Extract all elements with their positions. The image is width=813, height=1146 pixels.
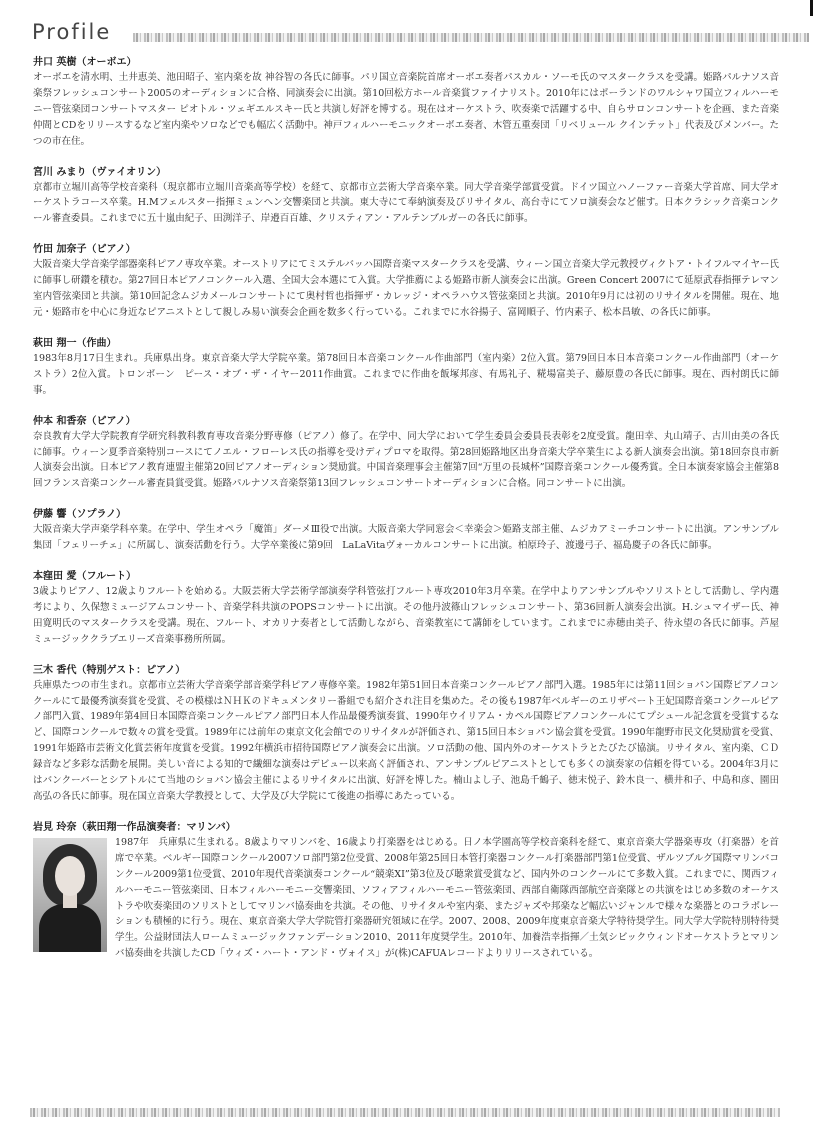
performer-bio: 3歳よりピアノ、12歳よりフルートを始める。大阪芸術大学芸術学部演奏学科管弦打フルート専攻2010年3月卒業。在学中よりアンサンブルやソリストとして活動し、学内選考により、久保惣ミュージアムコンサート、音楽学科共演のPOPSコンサートに出演。その他丹波篠山フレッシュコンサート、第36回新人演奏会出演。H.シュマイザー氏、神田寛明氏のマスタークラスを受講。現在、フルート、オカリナ奏者として活動しながら、音楽教室にて講師をしています。これまでに赤穂由美子、待永望の各氏に師事。芦屋ミュージッククラブエリーズ音楽事務所所属。: [33, 586, 779, 645]
performer-name: 宮川 みまり（ヴァイオリン）: [33, 166, 167, 178]
performer-photo: [33, 838, 107, 952]
profile-entry: [33, 336, 779, 399]
photo-face: [55, 856, 85, 896]
performer-bio: 大阪音楽大学音楽学部器楽科ピアノ専攻卒業。オーストリアにてミステルバッハ国際音楽マスタークラスを受講、ウィーン国立音楽大学元教授ヴィクトア・トイフルマイヤー氏に師事し研鑽を積む。第27回日本ピアノコンクール入選、全国大会本選にて入賞。大学推薦による姫路市新人演奏会に出演。Green Concert 2007にて延原武春指揮テレマン室内管弦楽団と共演。第10回記念ムジカメールコンサートにて奥村哲也指揮ザ・カレッジ・オペラハウス管弦楽団と共演。2010年9月には初のリサイタルを開催。現在、地元・姫路市を中心に身近なピアニストとして親しみ易い演奏会企画を数多く行っている。これまでに水谷揚子、富岡順子、竹内素子、松本昌敏、の各氏に師事。: [33, 259, 779, 318]
photo-body: [39, 904, 101, 952]
profile-header: [30, 20, 780, 48]
performer-name: 岩見 玲奈（萩田翔一作品演奏者：マリンバ）: [33, 821, 236, 833]
performer-bio: 奈良教育大学大学院教育学研究科教科教育専攻音楽分野専修（ピアノ）修了。在学中、同大学において学生委員会委員長表彰を2度受賞。龍田幸、丸山靖子、古川由美の各氏に師事。ウィーン夏季音楽特別コースにてノエル・フローレス氏の指導を受けディプロマを取得。第28回姫路地区出身音楽大学卒業生による新人演奏会出演。第18回奈良市新人演奏会出演。日本ピアノ教育連盟主催第20回ピアノオーディション奨励賞。中国音楽理事会主催第7回“万里の長城杯”国際音楽コンクール優秀賞。全日本演奏家協会主催第8回フランス音楽コンクール審査員賞受賞。姫路パルナソス音楽祭第13回フレッシュコンサートオーディションに合格。同コンサートに出演。: [33, 430, 779, 490]
performer-bio: 京都市立堀川高等学校音楽科（現京都市立堀川音楽高等学校）を経て、京都市立芸術大学音楽卒業。同大学音楽学部賞受賞。ドイツ国立ハノーファー音楽大学首席、同大学オーケストラコース卒業。H.Mフェルスター指揮ミュンヘン交響楽団と共演。東大寺にて奉納演奏及びリサイタル、高台寺にてソロ演奏会など催す。日本クラシック音楽コンクール審査委員。これまでに五十嵐由紀子、田渕洋子、岸邉百百雄、クリスティアン・アルテンブルガーの各氏に師事。: [33, 181, 779, 225]
performer-name: 伊藤 響（ソプラノ）: [33, 509, 127, 521]
performer-name: 井口 英樹（オーボエ）: [33, 57, 137, 68]
performer-name: 仲本 和香奈（ピアノ）: [33, 415, 136, 427]
decorative-band-bottom: [30, 1108, 780, 1117]
profile-list: [33, 55, 779, 977]
profile-entry: [33, 569, 779, 648]
page-title: Profile: [32, 20, 112, 44]
profile-entry: [33, 55, 779, 150]
performer-bio: オーボエを清水明、土井恵美、池田昭子、室内楽を故 神谷智の各氏に師事。パリ国立音楽院首席オーボエ奏者パスカル・ソーモ氏のマスタークラスを受講。姫路パルナソス音楽祭フレッシュコンサート2005のオーディションに合格、同演奏会に出演。第10回松方ホール音楽賞ファイナリスト。2010年にはポーランドのワルシャワ国立フィルハーモニー管弦楽団コンサートマスター ピオトル・ツェギエルスキー氏と共演し好評を博する。現在はオーケストラ、吹奏楽で活躍する中、自らサロンコンサートを企画、また音楽仲間とCDをリリースするなど室内楽やソロなどでも幅広く活動中。神戸フィルハーモニックオーボエ奏者、木管五重奏団「リベリュール クインテット」代表及びメンバー。たつの市在住。: [33, 72, 779, 147]
profile-entry: [33, 507, 779, 554]
profile-entry: [33, 414, 779, 493]
performer-bio: 兵庫県たつの市生まれ。京都市立芸術大学音楽学部音楽学科ピアノ専修卒業。1982年第51回日本音楽コンクールピアノ部門入選。1985年には第11回ショパン国際ピアノコンクールにて最優秀演奏賞を受賞、その模様はＮＨＫのドキュメンタリー番組でも紹介され注目を集めた。その後も1987年ベルギーのエリザベート王妃国際音楽コンクールピアノ部門入賞、1989年第4回日本国際音楽コンクールピアノ部門日本人作品最優秀演奏賞、1990年ウイリアム・カペル国際ピアノコンクールにてプシュール記念賞を受賞するなど、国際コンクールで数々の賞を受賞。1989年には前年の東京文化会館でのリサイタルが評価され、第15回日本ショパン協会賞を受賞。1990年龍野市民文化奨励賞を受賞、1991年姫路市芸術文化賞芸術年度賞を受賞。1992年横浜市招待国際ピアノ演奏会に出演。ソロ活動の他、国内外のオーケストラとたびたび協演。リサイタル、室内楽、ＣＤ録音など多彩な活動を展開。美しい音による知的で繊細な演奏はデビュー以来高く評価され、アンサンブルピアニストとしても多くの演奏家の信頼を得ている。2004年3月にはバンクーバーとシアトルにて当地のショパン協会主催によるリサイタルに出演、好評を博した。楠山よし子、池島千鶴子、徳末悦子、鈴木良一、横井和子、中島和彦、園田高弘の各氏に師事。現在国立音楽大学教授として、大学及び大学院にて後進の指導にあたっている。: [33, 679, 779, 802]
performer-name: 本窪田 愛（フルート）: [33, 571, 137, 583]
performer-name: 萩田 翔一（作曲）: [33, 337, 117, 349]
performer-bio: 1987年 兵庫県に生まれる。8歳よりマリンバを、16歳より打楽器をはじめる。日ノ本学園高等学校音楽科を経て、東京音楽大学器楽専攻（打楽器）を首席で卒業。ベルギー国際コンクール2007ソロ部門第2位受賞、2008年第25回日本管打楽器コンクール打楽器部門第1位受賞、ザルツブルグ国際マリンバコンクール2009第1位受賞、2010年現代音楽演奏コンクール“競楽XI”第3位及び聴衆賞受賞など、国内外のコンクールにて多数入賞。これまでに、関西フィルハーモニー管弦楽団、日本フィルハーモニー交響楽団、ソフィアフィルハーモニー管弦楽団、西部自衛隊西部航空音楽隊との共演をはじめ多数のオーケストラや吹奏楽団のソリストとしてマリンバ協奏曲を共演。その他、リサイタルや室内楽、またジャズや邦楽など幅広いジャンルで様々な楽器とのコラボレーションも積極的に行う。現在、東京音楽大学大学院管打楽器研究領域に在学。2007、2008、2009年度東京音楽大学特待奨学生。同大学大学院特別特待奨学生。公益財団法人ロームミュージックファンデーション2010、2011年度奨学生。2010年、加養浩幸指揮／土気シビックウィンドオーケストラとマリンバ協奏曲を共演したCD「ウィズ・ハート・アンド・ヴォイス」が(株)CAFUAレコードよりリリースされている。: [115, 836, 779, 960]
profile-entry: [33, 165, 779, 228]
performer-name: 竹田 加奈子（ピアノ）: [33, 244, 136, 256]
performer-bio: 大阪音楽大学声楽学科卒業。在学中、学生オペラ「魔笛」ダーメⅢ役で出演。大阪音楽大学同窓会＜幸楽会＞姫路支部主催、ムジカアミーチコンサートに出演。アンサンブル集団「フェリーチェ」に所属し、演奏活動を行う。大学卒業後に第9回 LaLaVitaヴォーカルコンサートに出演。柏原玲子、渡邊弓子、福島慶子の各氏に師事。: [33, 524, 779, 552]
performer-bio: 1983年8月17日生まれ。兵庫県出身。東京音楽大学大学院卒業。第78回日本音楽コンクール作曲部門（室内楽）2位入賞。第79回日本日本音楽コンクール作曲部門（オーケストラ）2位入賞。トロンボーン ピース・オブ・ザ・イヤー2011作曲賞。これまでに作曲を飯塚邦彦、有馬礼子、糀場富美子、藤原豊の各氏に師事。現在、西村朗氏に師事。: [33, 352, 779, 396]
performer-name: 三木 香代（特別ゲスト：ピアノ）: [33, 664, 186, 676]
decorative-band-top: [133, 33, 809, 42]
profile-entry: [33, 820, 779, 962]
profile-entry: [33, 242, 779, 321]
profile-entry: [33, 663, 779, 805]
